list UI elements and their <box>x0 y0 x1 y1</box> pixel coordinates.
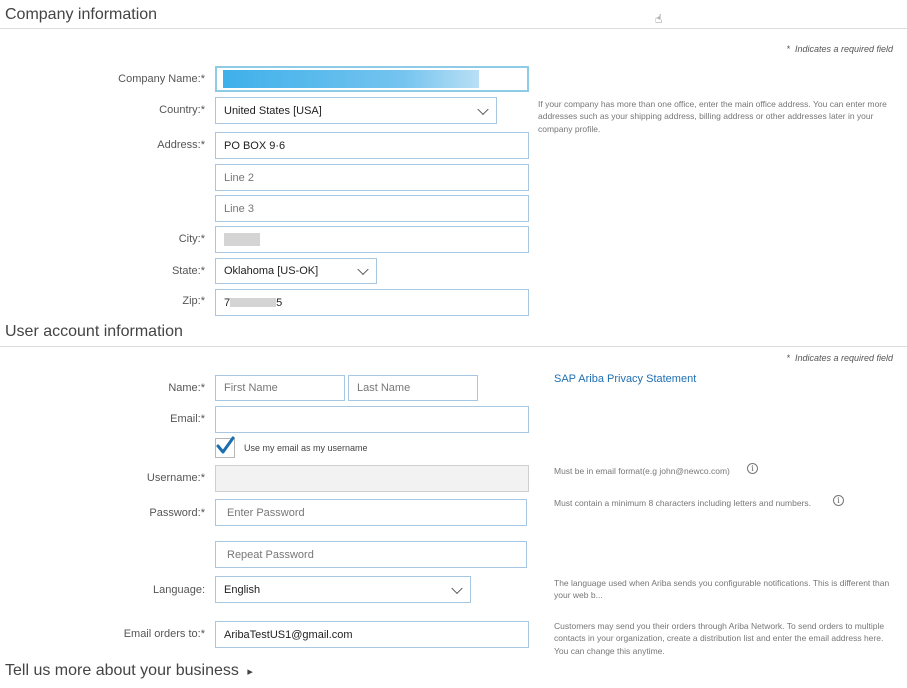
language-label: Language: <box>153 584 205 596</box>
city-input[interactable] <box>215 226 529 253</box>
chevron-down-icon <box>451 582 462 593</box>
email-orders-input[interactable]: AribaTestUS1@gmail.com <box>215 621 529 648</box>
company-name-label: Company Name:* <box>118 73 205 85</box>
user-section-title: User account information <box>5 323 183 340</box>
hand-cursor-icon: ☝ <box>655 12 663 26</box>
language-value: English <box>224 583 261 596</box>
company-section-title: Company information <box>5 6 158 23</box>
chevron-down-icon <box>477 103 488 114</box>
expand-arrow-icon: ▸ <box>247 666 253 678</box>
name-label: Name:* <box>168 382 205 394</box>
email-orders-hint: Customers may send you their orders through Ariba Network. To send orders to multiple contacts in your organization, create a distribution list and enter the email address here. You can change this anytime. <box>554 621 885 656</box>
password-hint: Must contain a minimum 8 characters including letters and numbers. <box>554 498 812 508</box>
user-divider <box>0 346 907 347</box>
username-label: Username:* <box>146 472 205 484</box>
username-hint: Must be in email format(e.g john@newco.com) <box>554 466 730 476</box>
zip-redacted-part <box>230 298 276 307</box>
privacy-statement-link[interactable]: SAP Ariba Privacy Statement <box>554 373 697 385</box>
address-label: Address:* <box>157 139 205 151</box>
company-address-hint: If your company has more than one office, enter the main office address. You can enter more addresses such as your shipping address, billing address or other addresses later in your company profile. <box>538 99 887 134</box>
use-email-label: Use my email as my username <box>244 443 368 453</box>
state-select[interactable] <box>215 258 377 284</box>
business-section-toggle[interactable] <box>5 662 253 680</box>
company-name-selection <box>223 70 479 88</box>
email-orders-label: Email orders to:* <box>123 628 205 640</box>
address-line1-input[interactable]: PO BOX 9·6 <box>215 132 529 159</box>
checkmark-icon <box>215 436 235 456</box>
state-value: Oklahoma [US-OK] <box>224 265 319 277</box>
company-name-input[interactable] <box>215 66 529 92</box>
zip-value-end: 5 <box>276 296 283 309</box>
address-line2-input[interactable]: Line 2 <box>215 164 529 191</box>
user-required-note <box>786 353 893 363</box>
country-value: United States [USA] <box>224 104 322 117</box>
username-input <box>215 465 529 492</box>
zip-value-start: 7 <box>224 296 231 309</box>
password-label: Password:* <box>149 507 205 519</box>
zip-input[interactable] <box>215 289 529 316</box>
password-input[interactable]: Enter Password <box>215 499 527 526</box>
zip-label: Zip:* <box>182 295 205 307</box>
state-label: State:* <box>171 265 205 277</box>
required-note-text: Indicates a required field <box>794 44 893 54</box>
info-icon[interactable]: i <box>747 463 758 474</box>
country-select[interactable] <box>215 97 497 124</box>
business-section-title: Tell us more about your business <box>5 662 239 679</box>
email-input[interactable] <box>215 406 529 433</box>
city-label: City:* <box>178 233 205 245</box>
required-note-text: Indicates a required field <box>794 353 893 363</box>
email-label: Email:* <box>170 413 205 425</box>
last-name-input[interactable]: Last Name <box>348 375 478 401</box>
chevron-down-icon <box>357 264 368 275</box>
city-redacted-value <box>224 233 260 246</box>
language-hint: The language used when Ariba sends you configurable notifications. This is different than your web b... <box>554 578 890 601</box>
address-line3-input[interactable]: Line 3 <box>215 195 529 222</box>
company-divider <box>0 28 907 29</box>
country-label: Country:* <box>159 104 205 116</box>
language-select[interactable] <box>215 576 471 603</box>
required-asterisk: * <box>786 353 790 363</box>
first-name-input[interactable]: First Name <box>215 375 345 401</box>
company-required-note <box>786 44 893 54</box>
required-asterisk: * <box>786 44 790 54</box>
use-email-checkbox[interactable] <box>215 438 235 458</box>
info-icon[interactable]: i <box>833 495 844 506</box>
repeat-password-input[interactable]: Repeat Password <box>215 541 527 568</box>
